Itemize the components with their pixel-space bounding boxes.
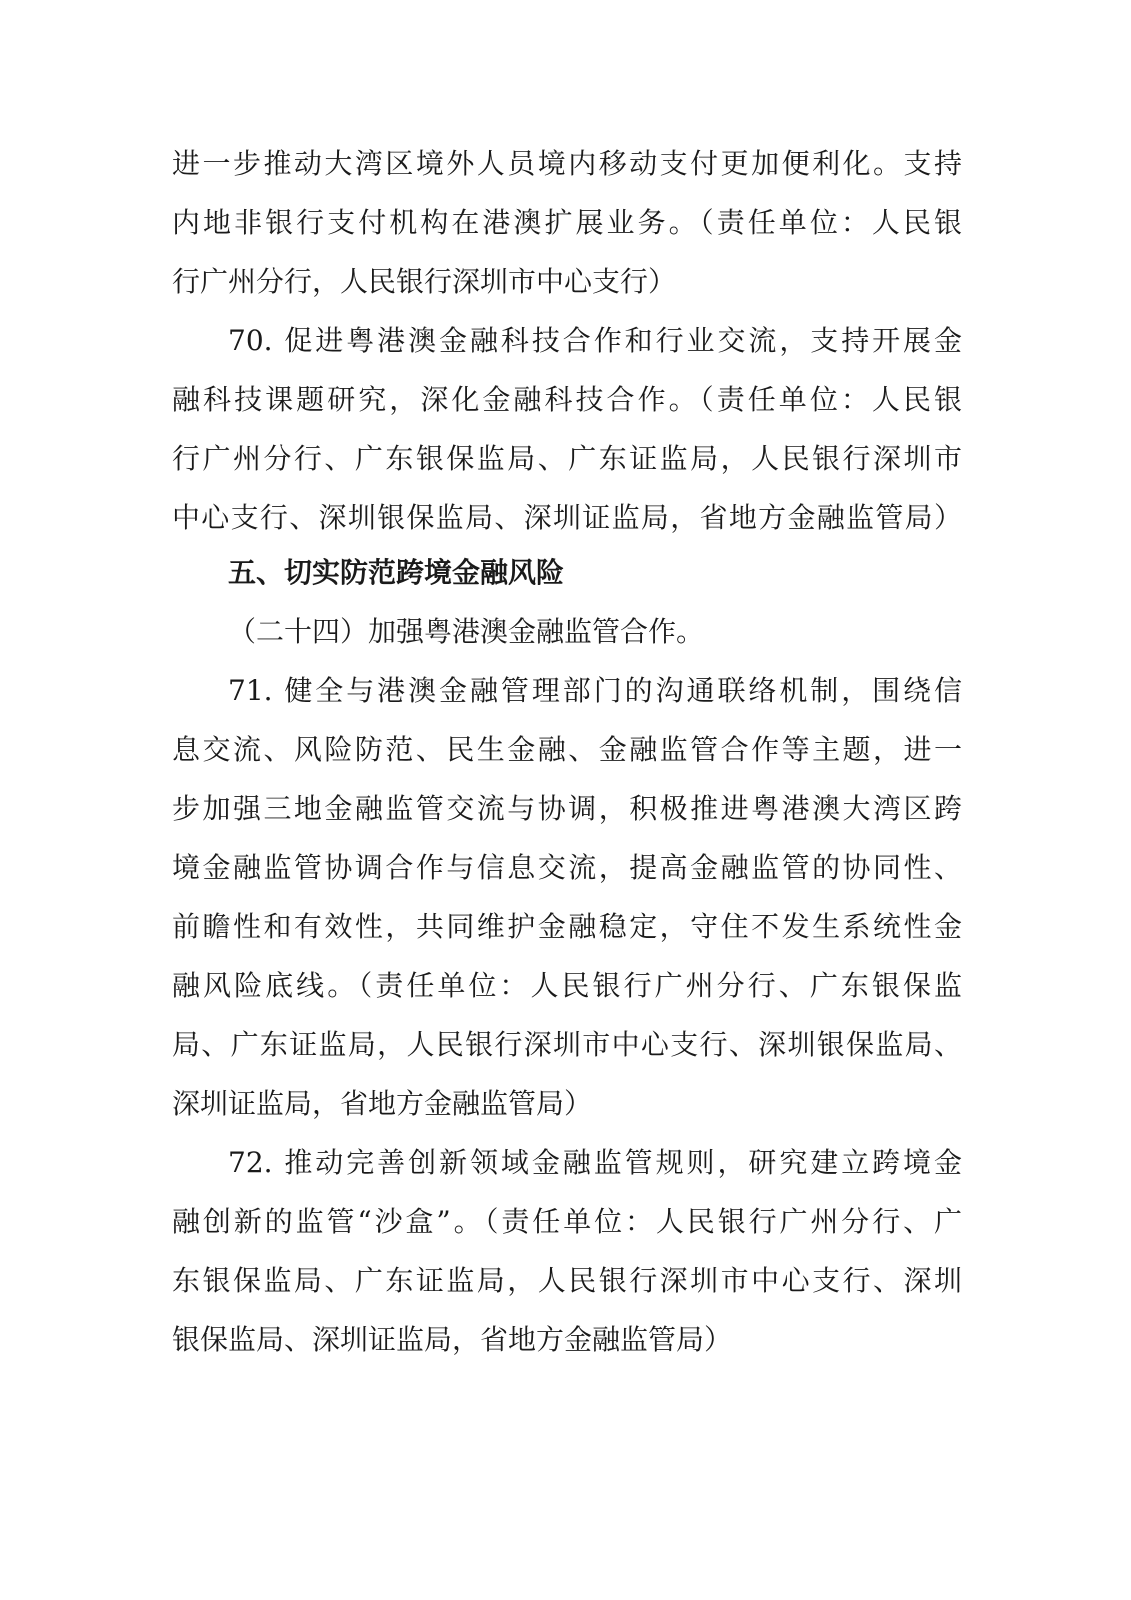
subsection-heading: （二十四）加强粤港澳金融监管合作。 <box>228 615 705 648</box>
item-72-line-2: 融创新的监管“沙盒”。（责任单位：人民银行广州分行、广 <box>172 1205 962 1238</box>
paragraph-intro-line-1: 进一步推动大湾区境外人员境内移动支付更加便利化。支持 <box>172 147 962 180</box>
item-72-line-3: 东银保监局、广东证监局，人民银行深圳市中心支行、深圳 <box>172 1264 962 1297</box>
item-71-line-7: 局、广东证监局，人民银行深圳市中心支行、深圳银保监局、 <box>172 1028 962 1061</box>
item-70-line-2: 融科技课题研究，深化金融科技合作。（责任单位：人民银 <box>172 383 962 416</box>
item-70-line-3: 行广州分行、广东银保监局、广东证监局，人民银行深圳市 <box>172 442 962 475</box>
item-71-line-6: 融风险底线。（责任单位：人民银行广州分行、广东银保监 <box>172 969 962 1002</box>
item-71-line-2: 息交流、风险防范、民生金融、金融监管合作等主题，进一 <box>172 733 962 766</box>
item-71-line-1: 71. 健全与港澳金融管理部门的沟通联络机制，围绕信 <box>228 674 962 707</box>
paragraph-intro-line-3: 行广州分行，人民银行深圳市中心支行） <box>172 265 677 298</box>
item-70-line-1: 70. 促进粤港澳金融科技合作和行业交流，支持开展金 <box>228 324 962 357</box>
item-72-line-4: 银保监局、深圳证监局，省地方金融监管局） <box>172 1323 733 1356</box>
item-71-line-8: 深圳证监局，省地方金融监管局） <box>172 1087 593 1120</box>
item-72-line-1: 72. 推动完善创新领域金融监管规则，研究建立跨境金 <box>228 1146 962 1179</box>
section-heading: 五、切实防范跨境金融风险 <box>228 556 565 589</box>
item-71-line-4: 境金融监管协调合作与信息交流，提高金融监管的协同性、 <box>172 851 962 884</box>
paragraph-intro-line-2: 内地非银行支付机构在港澳扩展业务。（责任单位：人民银 <box>172 206 962 239</box>
item-70-line-4: 中心支行、深圳银保监局、深圳证监局，省地方金融监管局） <box>172 501 962 534</box>
item-71-line-3: 步加强三地金融监管交流与协调，积极推进粤港澳大湾区跨 <box>172 792 962 825</box>
item-71-line-5: 前瞻性和有效性，共同维护金融稳定，守住不发生系统性金 <box>172 910 962 943</box>
